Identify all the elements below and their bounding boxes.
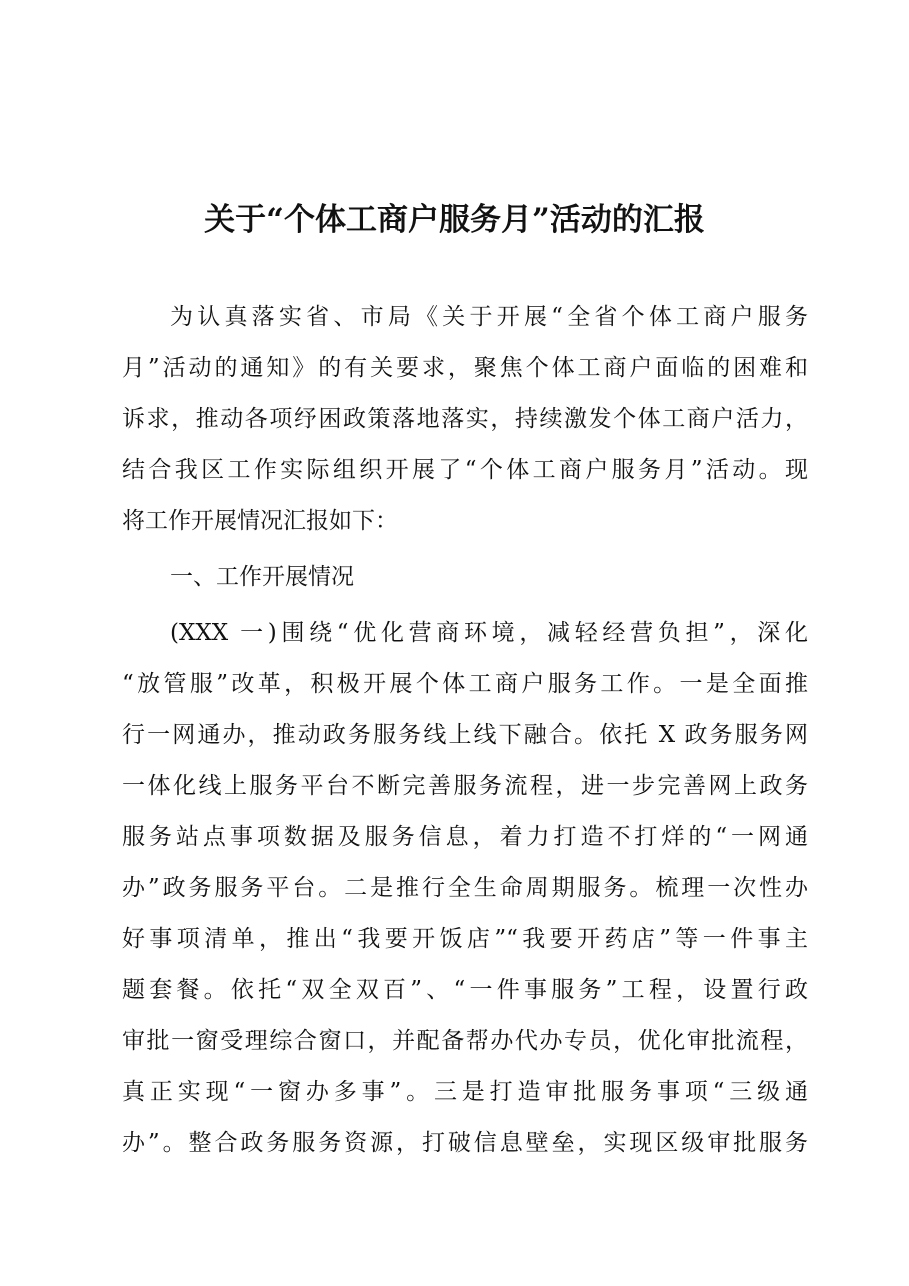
section-heading-text: 一、工作开展情况 — [170, 564, 354, 590]
paragraph-line: 一体化线上服务平台不断完善服务流程，进一步完善网上政务 — [122, 773, 808, 799]
paragraph-line: 为认真落实省、市局《关于开展“全省个体工商户服务 — [170, 304, 808, 330]
document-title: 关于“个体工商户服务月”活动的汇报 — [204, 202, 705, 238]
paragraph-section-1 — [122, 608, 808, 1169]
paragraph-line: 月”活动的通知》的有关要求，聚焦个体工商户面临的困难和 — [122, 355, 808, 381]
paragraph-line: “放管服”改革，积极开展个体工商户服务工作。一是全面推 — [122, 671, 808, 697]
paragraph-line: 诉求，推动各项纾困政策落地落实，持续激发个体工商户活力， — [122, 406, 808, 432]
paragraph-line: 办”政务服务平台。二是推行全生命周期服务。梳理一次性办 — [122, 875, 808, 901]
paragraph-line: 真正实现“一窗办多事”。三是打造审批服务事项“三级通 — [122, 1079, 808, 1105]
paragraph-line: 服务站点事项数据及服务信息，着力打造不打烊的“一网通 — [122, 824, 808, 850]
paragraph-line: 将工作开展情况汇报如下： — [122, 508, 398, 534]
document-body — [122, 292, 808, 1169]
paragraph-intro — [122, 292, 808, 547]
paragraph-line: 行一网通办，推动政务服务线上线下融合。依托 X 政务服务网 — [122, 722, 808, 748]
section-heading — [122, 552, 808, 603]
paragraph-line: 办”。整合政务服务资源，打破信息壁垒，实现区级审批服务 — [122, 1130, 808, 1156]
paragraph-line: (XXX 一)围绕“优化营商环境，减轻经营负担”，深化 — [170, 620, 808, 646]
paragraph-line: 好事项清单，推出“我要开饭店”“我要开药店”等一件事主 — [122, 926, 808, 952]
paragraph-line: 结合我区工作实际组织开展了“个体工商户服务月”活动。现 — [122, 457, 808, 483]
paragraph-line: 题套餐。依托“双全双百”、“一件事服务”工程，设置行政 — [122, 977, 808, 1003]
paragraph-line: 审批一窗受理综合窗口，并配备帮办代办专员，优化审批流程， — [122, 1028, 808, 1054]
